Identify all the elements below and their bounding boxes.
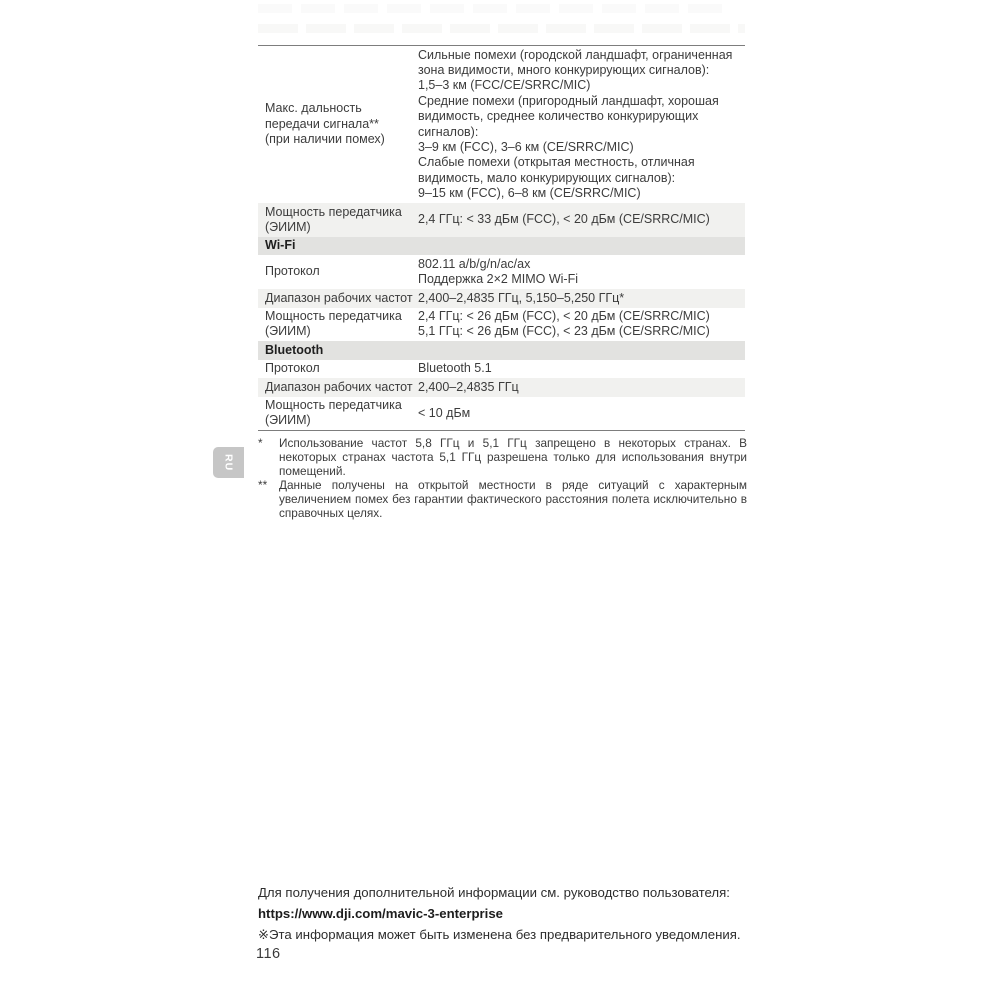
spec-value: 2,4 ГГц: < 33 дБм (FCC), < 20 дБм (CE/SRRC/MIC) [418,212,710,227]
spec-row-bluetooth-transmitter-power [258,397,745,431]
footnote-marker: ** [258,477,268,492]
footnote-text: Использование частот 5,8 ГГц и 5,1 ГГц запрещено в некоторых странах. В некоторых странах частота 5,1 ГГц разрешена только для использования внутри помещений. [279,436,747,478]
footnote-marker: * [258,436,263,450]
spec-row-bluetooth-protocol [258,360,745,378]
spec-label: Мощность передатчика (ЭИИМ) [265,398,402,428]
spec-row-wifi-protocol [258,255,745,289]
specifications-table [258,45,745,431]
spec-value-line: Поддержка 2×2 MIMO Wi-Fi [418,272,579,287]
section-header-bluetooth: Bluetooth [258,341,745,359]
spec-value [418,257,745,288]
spec-value: Bluetooth 5.1 [418,361,492,376]
spec-row-wifi-frequency [258,289,745,307]
spec-value-line: Сильные помехи (городской ландшафт, ограниченная зона видимости, много конкурирующих сигналов): [418,47,733,77]
spec-label: Протокол [265,361,320,376]
spec-value-line: 2,4 ГГц: < 26 дБм (FCC), < 20 дБм (CE/SRRC/MIC) [418,309,710,323]
spec-label: Мощность передатчика (ЭИИМ) [265,204,402,234]
footer-info-line: Для получения дополнительной информации см. руководство пользователя: [258,885,730,900]
spec-label: Протокол [265,264,320,279]
spec-value-line: 5,1 ГГц: < 26 дБм (FCC), < 23 дБм (CE/SRRC/MIC) [418,324,710,339]
spec-value: 2,400–2,4835 ГГц [418,379,519,394]
faint-cropped-text-line [258,24,745,33]
spec-value: 2,400–2,4835 ГГц, 5,150–5,250 ГГц* [418,290,625,305]
manual-url-link: https://www.dji.com/mavic-3-enterprise [258,905,503,921]
footer-disclaimer-note: ※Эта информация может быть изменена без предварительного уведомления. [258,926,741,942]
spec-row-transmitter-power [258,203,745,237]
spec-label: Диапазон рабочих частот [265,379,413,394]
spec-value-line: 802.11 a/b/g/n/ac/ax [418,256,531,271]
footnotes [258,437,747,520]
spec-value-line: Средние помехи (пригородный ландшафт, хорошая видимость, среднее количество конкурирующих сигналов): [418,93,719,139]
page-number: 116 [256,946,281,962]
spec-value: < 10 дБм [418,405,471,420]
language-side-tab [213,447,244,478]
spec-row-wifi-transmitter-power [258,308,745,342]
spec-label-subtext: (при наличии помех) [265,132,385,147]
spec-label: Диапазон рабочих частот [265,290,413,305]
language-tab-label: RU [222,453,235,472]
spec-value-line: Слабые помехи (открытая местность, отличная видимость, мало конкурирующих сигналов): [418,155,695,185]
spec-value-line: 3–9 км (FCC), 3–6 км (CE/SRRC/MIC) [418,139,634,154]
spec-row-max-transmission-distance [258,46,745,203]
spec-value [418,48,745,202]
section-header-wifi: Wi-Fi [258,237,745,255]
spec-value [418,309,745,340]
spec-row-bluetooth-frequency [258,378,745,396]
spec-label-text: Макс. дальность передачи сигнала** [265,101,379,131]
spec-label [258,101,418,147]
faint-cropped-text-line [258,4,726,13]
footnote-text: Данные получены на открытой местности в ряде ситуаций с характерным увеличением помех без гарантии фактического расстояния полета исключительно в справочных целях. [279,477,747,520]
footnote-single-asterisk [258,437,747,479]
footnote-double-asterisk [258,479,747,521]
spec-value-line: 9–15 км (FCC), 6–8 км (CE/SRRC/MIC) [418,186,641,201]
spec-value-line: 1,5–3 км (FCC/CE/SRRC/MIC) [418,78,591,93]
spec-label: Мощность передатчика (ЭИИМ) [265,309,402,339]
footer-info-block [258,883,758,945]
